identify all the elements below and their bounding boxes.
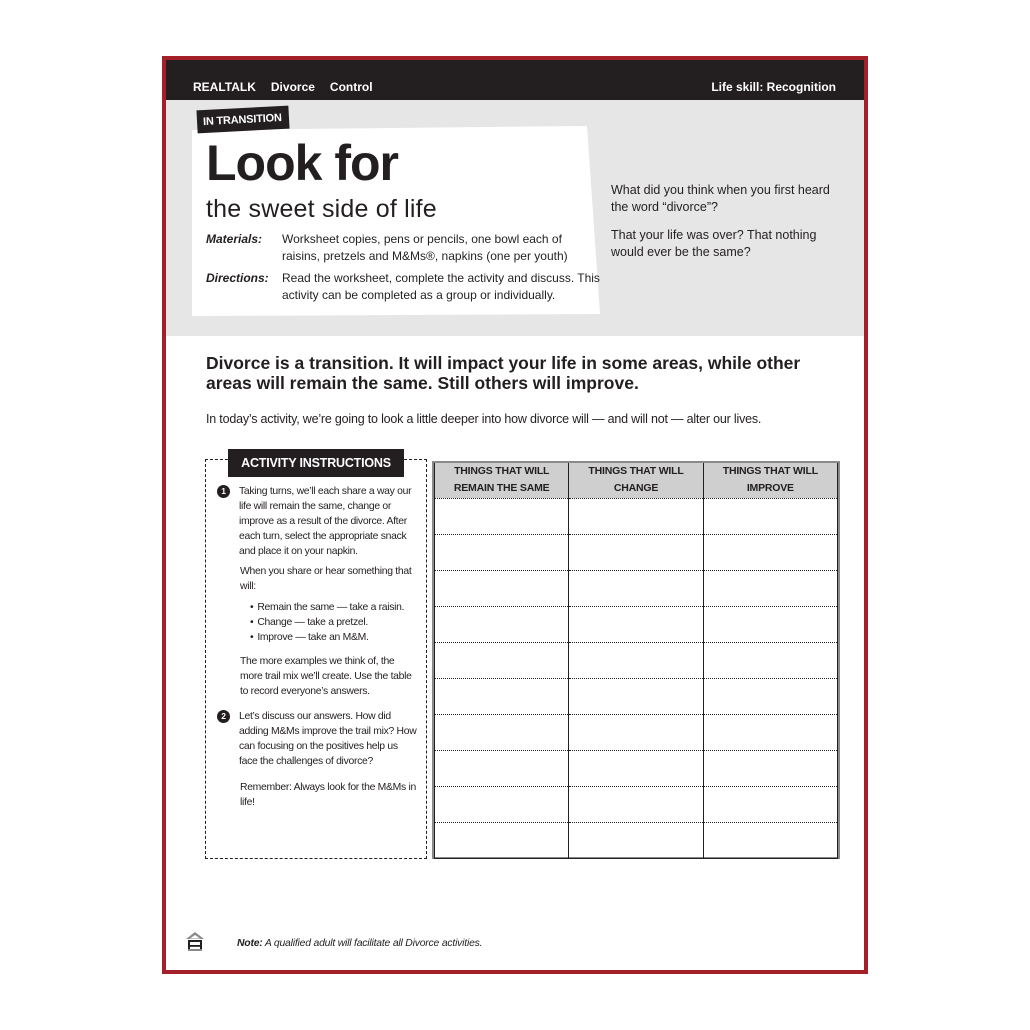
snack-item-mm: • Improve — take an M&M. bbox=[250, 630, 404, 645]
share-intro: When you share or hear something that will: bbox=[240, 566, 412, 592]
directions-label: Directions: bbox=[206, 271, 269, 285]
breadcrumb-realtalk: REALTALK bbox=[193, 80, 256, 94]
answer-cell-remain-same[interactable] bbox=[435, 606, 569, 642]
answer-cell-change[interactable] bbox=[569, 786, 703, 822]
page-subtitle: the sweet side of life bbox=[206, 195, 437, 223]
table-row bbox=[435, 822, 838, 858]
table-row bbox=[435, 570, 838, 606]
table-row bbox=[435, 498, 838, 534]
answer-cell-improve[interactable] bbox=[703, 534, 837, 570]
more-examples-text: The more examples we think of, the more trail mix we’ll create. Use the table to record everyone’s answers. bbox=[240, 656, 412, 697]
answer-cell-improve[interactable] bbox=[703, 786, 837, 822]
in-transition-badge: IN TRANSITION bbox=[196, 106, 289, 134]
answer-cell-remain-same[interactable] bbox=[435, 750, 569, 786]
table-header-row bbox=[435, 463, 838, 498]
header-remain-same: THINGS THAT WILL REMAIN THE SAME bbox=[435, 463, 569, 498]
answer-cell-improve[interactable] bbox=[703, 822, 837, 858]
activity-instructions-title: ACTIVITY INSTRUCTIONS bbox=[228, 449, 404, 477]
header-improve: THINGS THAT WILL IMPROVE bbox=[703, 463, 837, 498]
intro-text: In today’s activity, we’re going to look a little deeper into how divorce will — and will not — alter our lives. bbox=[206, 412, 762, 426]
answer-cell-change[interactable] bbox=[569, 642, 703, 678]
top-bar bbox=[166, 60, 864, 100]
table-row bbox=[435, 714, 838, 750]
answer-cell-improve[interactable] bbox=[703, 750, 837, 786]
answer-cell-improve[interactable] bbox=[703, 678, 837, 714]
question-life-over: That your life was over? That nothing would ever be the same? bbox=[611, 228, 817, 259]
answer-cell-remain-same[interactable] bbox=[435, 498, 569, 534]
snack-item-raisin: • Remain the same — take a raisin. bbox=[250, 600, 404, 615]
header-change: THINGS THAT WILL CHANGE bbox=[569, 463, 703, 498]
answer-cell-remain-same[interactable] bbox=[435, 534, 569, 570]
answer-cell-improve[interactable] bbox=[703, 606, 837, 642]
snack-list bbox=[250, 600, 404, 645]
answers-table bbox=[434, 463, 838, 859]
step-2-text: Let’s discuss our answers. How did adding M&Ms improve the trail mix? How can focusing on the positives help us face the challenges of divorce? bbox=[239, 711, 417, 767]
answer-cell-change[interactable] bbox=[569, 822, 703, 858]
hero-section bbox=[166, 100, 864, 336]
table-row bbox=[435, 786, 838, 822]
house-logo-icon bbox=[184, 930, 206, 952]
answer-cell-remain-same[interactable] bbox=[435, 714, 569, 750]
page-title: Look for bbox=[206, 135, 398, 191]
breadcrumb bbox=[193, 80, 373, 94]
answer-cell-improve[interactable] bbox=[703, 714, 837, 750]
question-first-heard: What did you think when you first heard the word “divorce”? bbox=[611, 183, 830, 214]
answer-cell-change[interactable] bbox=[569, 678, 703, 714]
materials-text: Worksheet copies, pens or pencils, one bowl each of raisins, pretzels and M&Ms®, napkins (one per youth) bbox=[282, 232, 568, 263]
answer-cell-remain-same[interactable] bbox=[435, 678, 569, 714]
note-text: A qualified adult will facilitate all Divorce activities. bbox=[262, 938, 483, 949]
answer-cell-remain-same[interactable] bbox=[435, 642, 569, 678]
directions-text: Read the worksheet, complete the activity and discuss. This activity can be completed as a group or individually. bbox=[282, 271, 600, 302]
breadcrumb-divorce: Divorce bbox=[270, 80, 315, 94]
lead-statement: Divorce is a transition. It will impact your life in some areas, while other areas will remain the same. Still others will improve. bbox=[206, 353, 801, 393]
step-1-text: Taking turns, we’ll each share a way our life will remain the same, change or improve as a result of the divorce. After each turn, select the appropriate snack and place it on your napkin. bbox=[239, 486, 412, 557]
life-skill-label: Life skill: Recognition bbox=[711, 80, 836, 94]
answer-cell-change[interactable] bbox=[569, 606, 703, 642]
remember-text: Remember: Always look for the M&Ms in life! bbox=[240, 782, 416, 808]
breadcrumb-control: Control bbox=[329, 80, 373, 94]
table-row bbox=[435, 606, 838, 642]
table-row bbox=[435, 642, 838, 678]
answers-table-frame bbox=[432, 461, 840, 859]
step-1-number-icon: 1 bbox=[217, 485, 230, 498]
table-row bbox=[435, 678, 838, 714]
materials-label: Materials: bbox=[206, 232, 263, 246]
answer-cell-improve[interactable] bbox=[703, 570, 837, 606]
worksheet-page bbox=[162, 56, 868, 974]
answer-cell-change[interactable] bbox=[569, 570, 703, 606]
table-row bbox=[435, 750, 838, 786]
answer-cell-remain-same[interactable] bbox=[435, 822, 569, 858]
step-2-number-icon: 2 bbox=[217, 710, 230, 723]
note-label: Note: bbox=[237, 938, 263, 949]
answer-cell-change[interactable] bbox=[569, 498, 703, 534]
answer-cell-change[interactable] bbox=[569, 534, 703, 570]
answer-cell-change[interactable] bbox=[569, 750, 703, 786]
answer-cell-remain-same[interactable] bbox=[435, 570, 569, 606]
facilitator-note bbox=[237, 938, 482, 949]
answer-cell-improve[interactable] bbox=[703, 642, 837, 678]
snack-item-pretzel: • Change — take a pretzel. bbox=[250, 615, 404, 630]
answer-cell-improve[interactable] bbox=[703, 498, 837, 534]
answer-cell-remain-same[interactable] bbox=[435, 786, 569, 822]
table-row bbox=[435, 534, 838, 570]
answer-cell-change[interactable] bbox=[569, 714, 703, 750]
